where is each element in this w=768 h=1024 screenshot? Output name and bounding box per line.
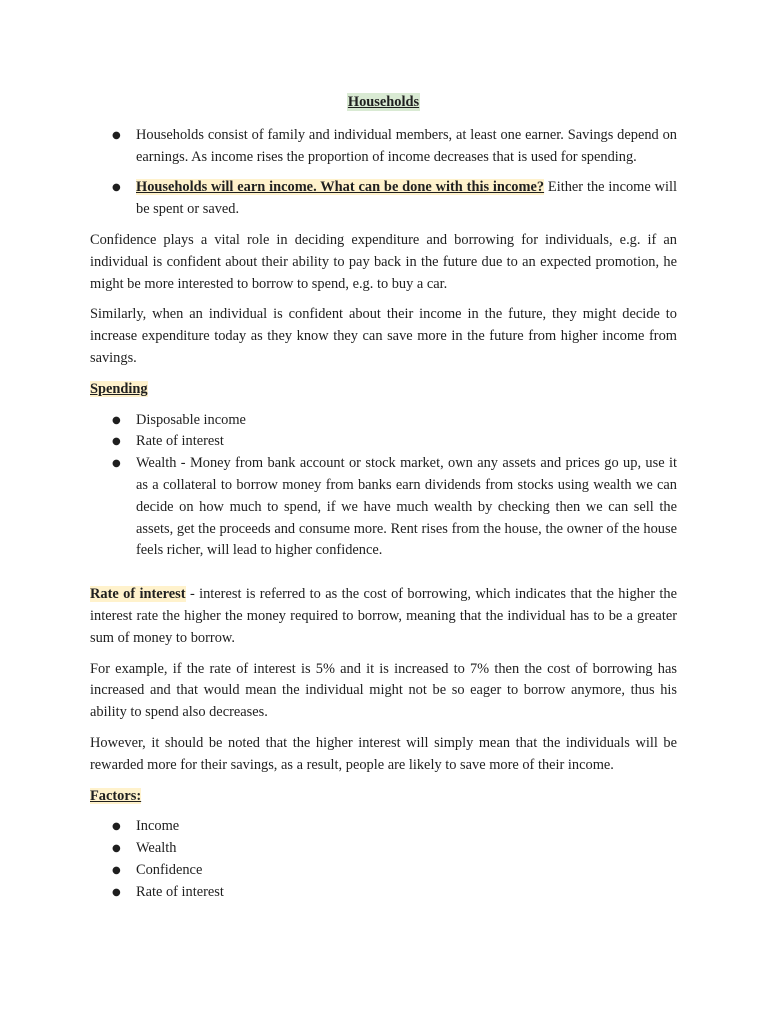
list-item — [90, 453, 677, 562]
intro-bullet-list — [90, 125, 677, 221]
heading-text: Factors: — [90, 787, 142, 804]
list-item — [90, 431, 677, 453]
list-item-text: Rate of interest — [136, 883, 224, 900]
spacer — [90, 574, 677, 584]
rate-of-interest-text: - interest is referred to as the cost of borrowing, which indicates that the higher the interest rate the higher the money required to borrow, meaning that the individual has to be a greater sum of money to borrow. — [90, 586, 677, 646]
paragraph-confidence: Confidence plays a vital role in deciding expenditure and borrowing for individuals, e.g. if an individual is confident about their ability to pay back in the future due to an expected promotion, he might be more interested to borrow to spend, e.g. to buy a car. — [90, 231, 677, 292]
bullet-text: Either the income will be spent or saved. — [136, 179, 677, 218]
section-heading-spending — [90, 379, 677, 401]
heading-text: Spending — [90, 380, 148, 397]
factors-list — [90, 816, 677, 903]
list-item — [90, 125, 677, 169]
list-item-text: Income — [136, 818, 180, 835]
page-title — [90, 92, 677, 114]
paragraph-similarly: Similarly, when an individual is confident about their income in the future, they might decide to increase expenditure today as they know they can save more in the future from higher income from savings. — [90, 306, 677, 366]
list-item-text: Confidence — [136, 861, 203, 878]
spending-list — [90, 410, 677, 563]
document-page — [90, 92, 677, 904]
paragraph-rate-of-interest — [90, 584, 677, 649]
list-item-text: Wealth — [136, 840, 177, 857]
list-item — [90, 410, 677, 432]
spacer — [90, 562, 677, 574]
section-heading-factors — [90, 786, 677, 808]
list-item-text: Wealth - Money from bank account or stock market, own any assets and prices go up, use it as a collateral to borrow money from banks earn dividends from stocks using wealth we can decide on how much to spend, if we have much wealth by checking then we can sell the assets, get the proceeds and consume more. Rent rises from the house, the owner of the house feels richer, will lead to higher confidence. — [136, 455, 677, 559]
paragraph-example: For example, if the rate of interest is 5% and it is increased to 7% then the cost of borrowing has increased and that would mean the individual might not be so eager to borrow anymore, thus his ability to spend also decreases. — [90, 660, 677, 721]
rate-of-interest-label: Rate of interest — [90, 586, 186, 603]
title-text: Households — [347, 94, 420, 110]
list-item — [90, 882, 677, 904]
list-item — [90, 838, 677, 860]
bullet-text: Households consist of family and individual members, at least one earner. Savings depend on earnings. As income rises the proportion of income decreases that is used for spending. — [136, 126, 677, 165]
list-item — [90, 177, 677, 221]
list-item — [90, 816, 677, 838]
highlighted-question: Households will earn income. What can be done with this income? — [136, 179, 545, 196]
paragraph-however: However, it should be noted that the higher interest will simply mean that the individuals will be rewarded more for their savings, as a result, people are likely to save more of their income. — [90, 734, 677, 773]
list-item-text: Disposable income — [136, 411, 246, 428]
list-item-text: Rate of interest — [136, 433, 224, 450]
list-item — [90, 860, 677, 882]
